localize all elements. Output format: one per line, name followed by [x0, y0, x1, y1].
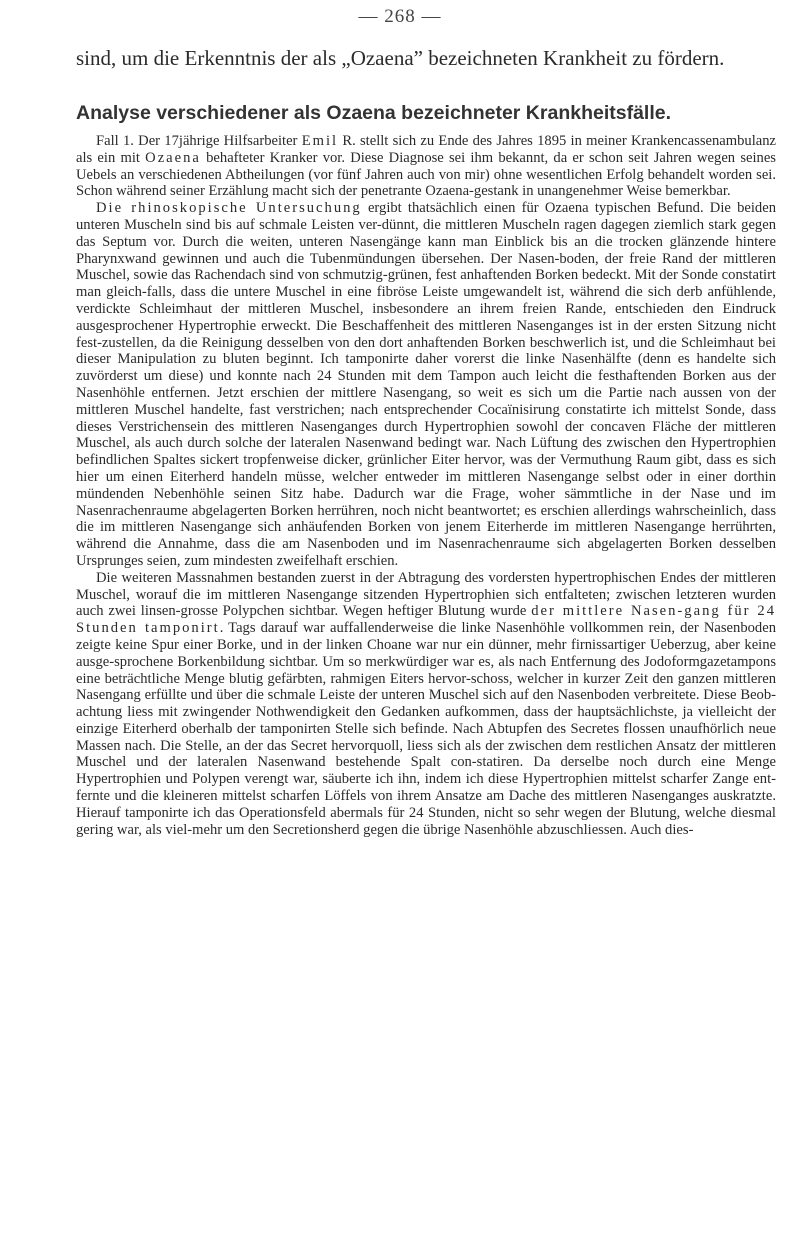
paragraph-further-measures: Die weiteren Massnahmen bestanden zuerst in der Abtragung des vordersten hypertrophischen Endes der mittleren Muschel, worauf die im mittleren Nasengange sitzenden Hypertrophien sich entfalteten; zwischen letzteren wurden auch zwei linsen-grosse Polypchen sichtbar. Wegen heftiger Blutung wurde der mittlere Nasen-gang für 24 Stunden tamponirt. Tags darauf war auffallenderweise die linke Nasenhöhle vollkommen rein, der Nasenboden zeigte keine Spur einer Borke, und in der linken Choane war nur ein dünner, mehr firnissartiger Ueberzug, aber keine ausge-sprochene Borkenbildung sichtbar. Um so merkwürdiger war es, als nach Entfernung des Jodoformgazetampons eine beträchtliche Menge blutig gefärbten, rahmigen Eiters hervor-schoss, welcher in kurzer Zeit den ganzen mittleren Nasengang erfüllte und über die schmale Leiste der unteren Muschel sich auf den Nasenboden verbreitete. Diese Beob-achtung liess mit zwingender Nothwendigkeit den Gedanken aufkommen, dass der hauptsächlichste, ja vielleicht der einzige Eiterherd oberhalb der tamponirten Stelle sich befinde. Nach Abtupfen des Secretes flossen unaufhörlich neue Massen nach. Die Stelle, an der das Secret hervorquoll, liess sich als der zwischen dem restlichen Ansatz der mittleren Muschel und der lateralen Nasenwand bestehende Spalt con-statiren. Da derselbe noch durch eine Menge Hypertrophien und Polypen verengt war, säuberte ich ihn, indem ich diese Hypertrophien mittelst scharfer Zange ent-fernte und die kleineren mittelst scharfen Löffels von ihrem Ansatze am Dache des mittleren Nasenganges auskratzte. Hierauf tamponirte ich das Operationsfeld abermals für 24 Stunden, nicht so sehr wegen der Blutung, welche diesmal gering war, als viel-mehr um den Secretionsherd gegen die übrige Nasenhöhle abzuschliessen. Auch dies- [76, 569, 776, 838]
continuation-text: sind, um die Erkenntnis der als „Ozaena” bezeichneten Krankheit zu fördern. [76, 46, 725, 70]
page-number: — 268 — [358, 6, 442, 27]
spaced-emphasis: Emil [301, 133, 339, 149]
body-text [76, 133, 776, 838]
spaced-emphasis: Ozaena [145, 149, 201, 166]
paragraph-case-1: Fall 1. Der 17jährige Hilfsarbeiter Emil R. stellt sich zu Ende des Jahres 1895 in meiner Krankencassenambulanz als ein mit Ozaena behafteter Kranker vor. Diese Diagnose sei ihm bekannt, da er schon seit Jahren wegen seines Uebels an verschiedenen Abtheilungen (vor fünf Jahren auch von mir) ohne wesentlichen Erfolg behandelt worden sei. Schon während seiner Erzählung macht sich der penetrante Ozaena-gestank in unangenehmer Weise bemerkbar. [76, 133, 777, 200]
section-heading: Analyse verschiedener als Ozaena bezeichneter Krankheitsfälle. [76, 102, 672, 124]
spaced-emphasis: Die rhinoskopische Untersuchung [96, 200, 362, 217]
spaced-emphasis: der mittlere Nasen-gang für 24 Stunden tamponirt [76, 603, 776, 637]
paragraph-rhinoscopic-exam: Die rhinoskopische Untersuchung ergibt thatsächlich einen für Ozaena typischen Befund. Die beiden unteren Muscheln sind bis auf schmale Leisten ver-dünnt, die mittleren Muscheln ragen dagegen ziemlich stark gegen das Septum vor. Durch die weiten, unteren Nasengänge kann man Einblick bis an die trocken glänzende hintere Pharynxwand gewinnen und auch die Tubenmündungen übersehen. Der Nasen-boden, der freie Rand der mittleren Muschel, sowie das Rachendach sind von schmutzig-grünen, fest anhaftenden Borken bedeckt. Mit der Sonde constatirt man gleich-falls, dass die untere Muschel in eine fibröse Leiste umgewandelt ist, während die sich derb anfühlende, verdickte Schleimhaut der mittleren Muschel, insbesondere an ihrem freien Rande, entschieden den Eindruck ausgesprochener Hypertrophie erweckt. Die Beschaffenheit des mittleren Nasenganges ist in der ersten Sitzung nicht fest-zustellen, da die Reinigung desselben von den dort anhaftenden Borken beschwerlich ist, und die Schleimhaut bei dieser Manipulation zu bluten beginnt. Ich tamponirte daher vorerst die linke Nasenhälfte (denn es handelte sich zuvörderst um diese) und konnte nach 24 Stunden mit dem Tampon auch leicht die festhaftenden Borken aus der Nasenhöhle entfernen. Jetzt erschien der mittlere Nasengang, so weit es sich um die Partie nach aussen von der mittleren Muschel handelte, fast verstrichen; nach entsprechender Cocaïnisirung constatirte ich mittelst Sonde, dass dieses Verstrichensein des mittleren Nasenganges durch Hypertrophien sowohl der concaven Fläche der mittleren Muschel, als auch durch solche der lateralen Nasenwand bedingt war. Nach Lüftung des zwischen den Hypertrophien befindlichen Spaltes sickert tropfenweise dicker, grünlicher Eiter hervor, was der Vermuthung Raum gibt, dass es sich hier um einen Eiterherd handeln müsse, welcher entweder im mittleren Nasengange selbst oder in einer dorthin mündenden Nebenhöhle seinen Sitz habe. Dadurch war die Frage, woher sämmtliche in der Nase und im Nasenrachenraume abgelagerten Borken herrühren, noch nicht beantwortet; es erschien allerdings wahrscheinlich, dass die im mittleren Nasengange sich anhäufenden Borken von jenem Eiterherde im mittleren Nasengange herrührten, während die Annahme, dass die am Nasenboden und im Nasenrachenraume sich abgelagerten Borken desselben Ursprunges seien, zum mindesten zweifelhaft erschien. [76, 200, 776, 569]
